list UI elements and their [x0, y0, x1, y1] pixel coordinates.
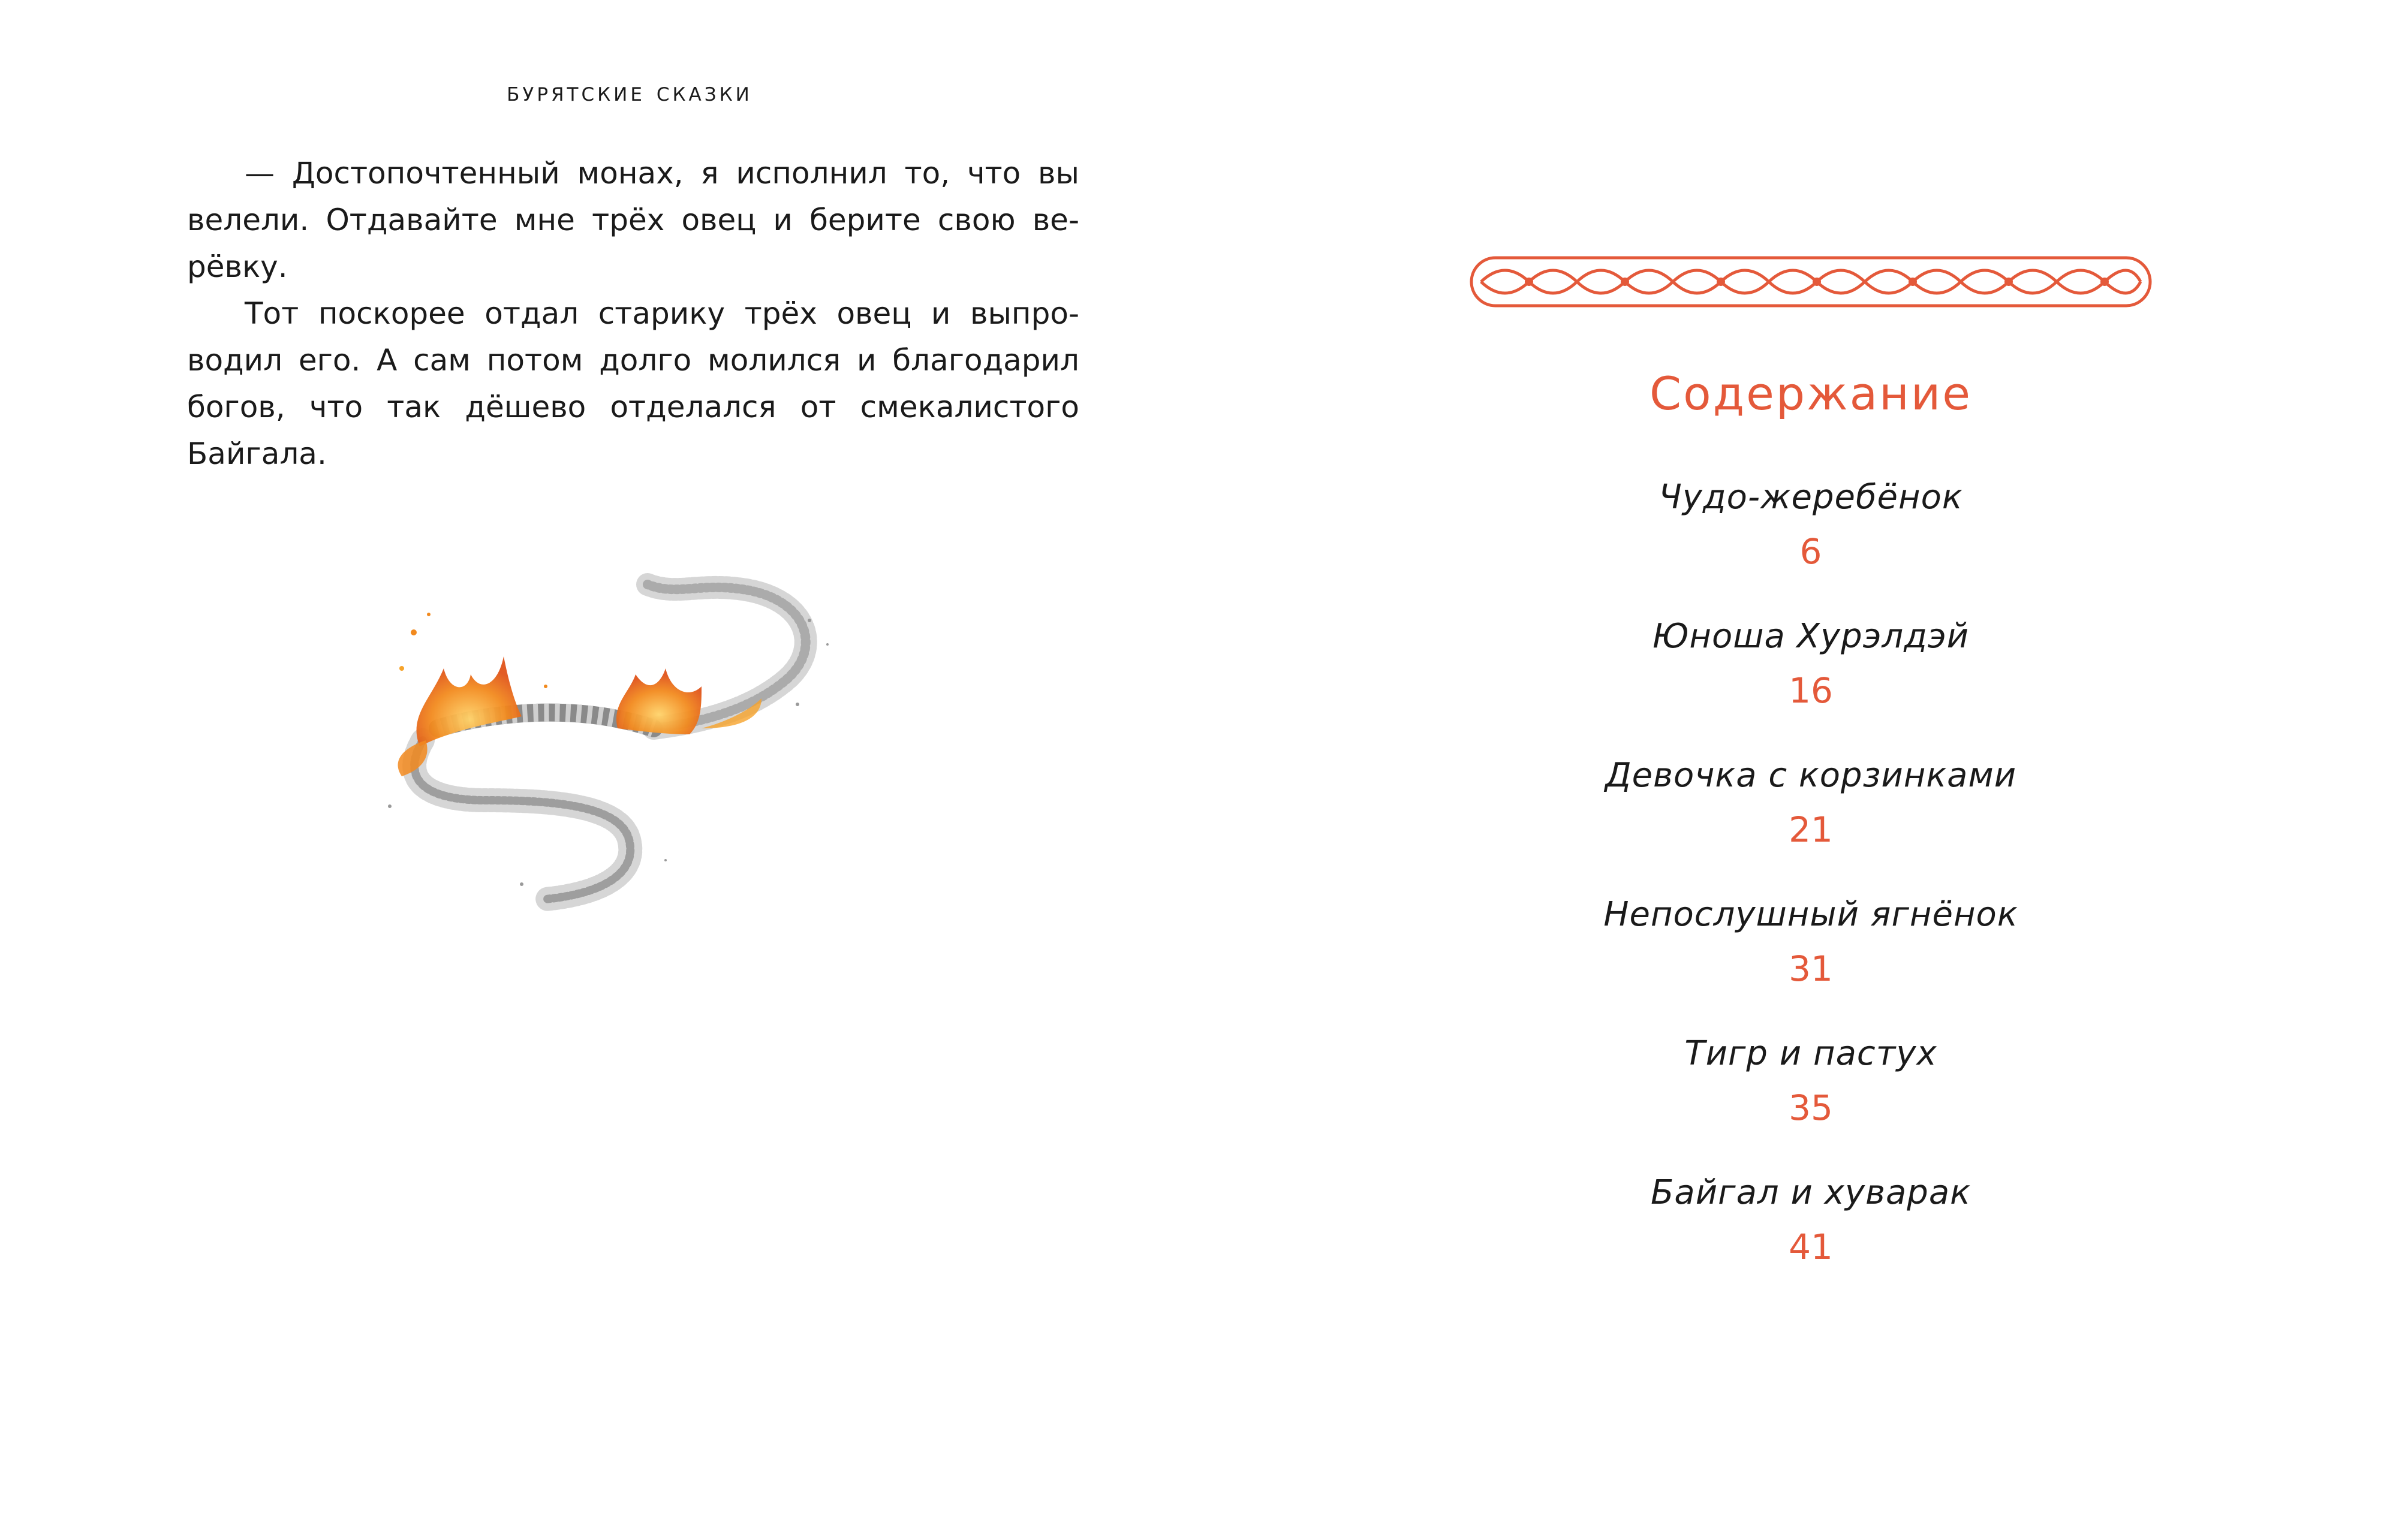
contents-entry	[1474, 891, 2148, 1030]
entry-title: Чудо-жеребёнок	[1658, 478, 1963, 517]
contents-list	[1474, 474, 2148, 1308]
entry-page-number: 16	[1789, 670, 1833, 711]
running-head	[180, 77, 1079, 107]
burning-rope-illustration	[366, 548, 881, 920]
entry-title: Непослушный ягнёнок	[1603, 895, 2018, 934]
entry-page-number: 41	[1789, 1226, 1833, 1267]
contents-entry	[1474, 474, 2148, 613]
entry-page-number: 6	[1799, 531, 1822, 572]
paragraph: Тот поскорее отдал старику трёх овец и выпроводил его. А сам потом долго молился и благодарил богов, что так дёшево отделался от смекалистого Байгала.	[187, 296, 1079, 471]
contents-title: Содержание	[1650, 367, 1972, 420]
contents-entry	[1474, 613, 2148, 752]
contents-entry	[1474, 752, 2148, 891]
contents-entry	[1474, 1030, 2148, 1169]
entry-title: Тигр и пастух	[1684, 1034, 1937, 1073]
running-head-text: бурятские сказки	[507, 77, 752, 107]
entry-title: Байгал и хуварак	[1651, 1173, 1971, 1212]
entry-page-number: 21	[1789, 809, 1833, 850]
entry-title: Девочка с корзинками	[1605, 756, 2017, 795]
body-text	[187, 150, 1079, 477]
entry-page-number: 35	[1789, 1087, 1833, 1128]
entry-title: Юноша Хурэлдэй	[1652, 617, 1970, 656]
entry-page-number: 31	[1789, 948, 1833, 989]
paragraph: — Достопочтенный монах, я исполнил то, что вы велели. Отдавайте мне трёх овец и берите свою верёвку.	[187, 156, 1079, 284]
ornamental-border	[1469, 252, 2153, 312]
contents-entry	[1474, 1169, 2148, 1308]
